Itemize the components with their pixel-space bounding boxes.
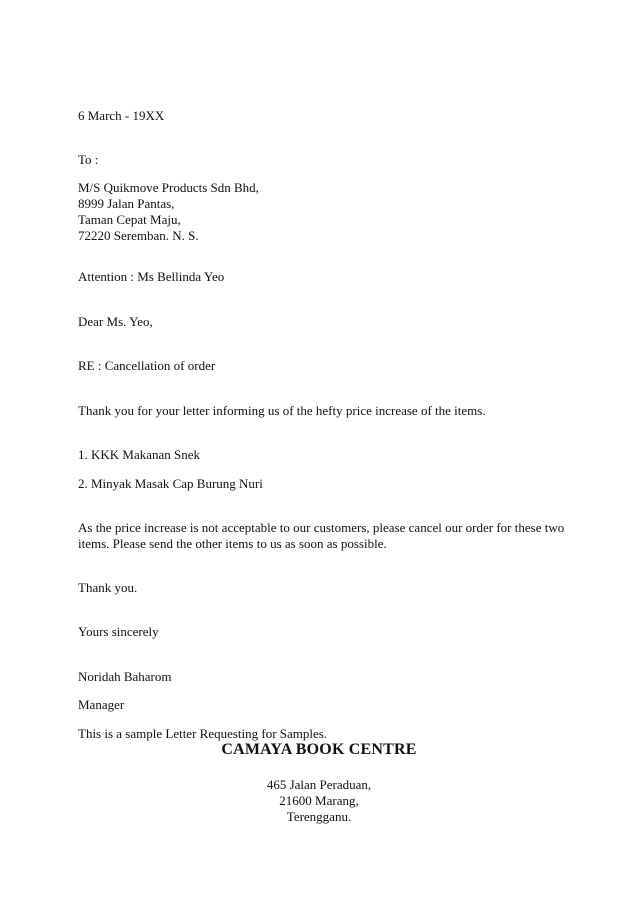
body-line: As the price increase is not acceptable to our customers, please cancel our order for these two [78,520,565,535]
recipient-address-line: M/S Quikmove Products Sdn Bhd, [78,180,259,195]
intro-paragraph: Thank you for your letter informing us of the hefty price increase of the items. [78,403,486,418]
order-item: 2. Minyak Masak Cap Burung Nuri [78,476,263,491]
signer-name: Noridah Baharom [78,669,172,684]
subject-line: RE : Cancellation of order [78,358,216,373]
salutation: Dear Ms. Yeo, [78,314,153,329]
attention-line: Attention : Ms Bellinda Yeo [78,269,225,284]
recipient-address-line: 72220 Seremban. N. S. [78,228,199,243]
body-paragraph [78,520,564,552]
letterhead-company-name: CAMAYA BOOK CENTRE [221,741,417,758]
body-line: items. Please send the other items to us as soon as possible. [78,536,387,551]
order-item: 1. KKK Makanan Snek [78,447,201,462]
letterhead-address-line: 465 Jalan Peraduan, [266,777,372,792]
recipient-address-line: Taman Cepat Maju, [78,212,181,227]
thanks-line: Thank you. [78,580,138,595]
letterhead-address-line: 21600 Marang, [279,793,359,808]
sample-caption: This is a sample Letter Requesting for Samples. [78,726,328,741]
letterhead-address-line: Terengganu. [286,809,352,824]
recipient-address-line: 8999 Jalan Pantas, [78,196,175,211]
letter-date: 6 March - 19XX [78,108,165,123]
signer-title: Manager [78,697,125,712]
to-label: To : [78,152,99,167]
closing-line: Yours sincerely [78,624,159,639]
recipient-address [78,180,259,244]
